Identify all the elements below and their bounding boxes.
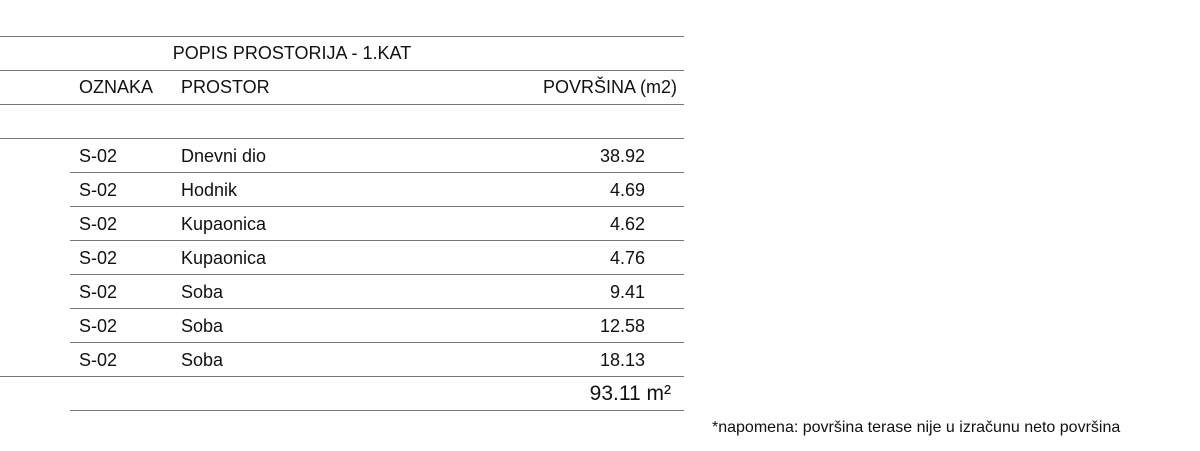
row-room: Dnevni dio bbox=[181, 146, 267, 166]
header-room: PROSTOR bbox=[181, 77, 270, 97]
row-area: 4.76 bbox=[609, 248, 645, 268]
row-room: Soba bbox=[181, 350, 224, 370]
row-room: Kupaonica bbox=[181, 248, 267, 268]
total-area: 93.11 m² bbox=[589, 382, 671, 405]
row-code: S-02 bbox=[79, 180, 118, 200]
row-rule bbox=[70, 240, 684, 241]
row-room: Soba bbox=[181, 282, 224, 302]
row-rule bbox=[70, 308, 684, 309]
row-rule bbox=[70, 342, 684, 343]
table-title: POPIS PROSTORIJA - 1.KAT bbox=[172, 43, 412, 63]
header-bottom-rule bbox=[0, 104, 684, 105]
header-code: OZNAKA bbox=[79, 77, 154, 97]
row-code: S-02 bbox=[79, 350, 118, 370]
row-rule bbox=[70, 206, 684, 207]
row-area: 9.41 bbox=[609, 282, 645, 302]
footnote: *napomena: površina terase nije u izračunu neto površina bbox=[712, 419, 1121, 436]
row-area: 4.62 bbox=[609, 214, 645, 234]
header-area: POVRŠINA (m2) bbox=[542, 77, 677, 97]
row-room: Kupaonica bbox=[181, 214, 267, 234]
row-code: S-02 bbox=[79, 282, 118, 302]
row-area: 4.69 bbox=[609, 180, 645, 200]
row-area: 12.58 bbox=[599, 316, 645, 336]
row-code: S-02 bbox=[79, 146, 118, 166]
row-room: Hodnik bbox=[181, 180, 238, 200]
row-rule bbox=[70, 172, 684, 173]
row-code: S-02 bbox=[79, 248, 118, 268]
row-code: S-02 bbox=[79, 316, 118, 336]
row-code: S-02 bbox=[79, 214, 118, 234]
row-room: Soba bbox=[181, 316, 224, 336]
row-area: 18.13 bbox=[599, 350, 645, 370]
row-rule bbox=[70, 274, 684, 275]
row-area: 38.92 bbox=[599, 146, 645, 166]
